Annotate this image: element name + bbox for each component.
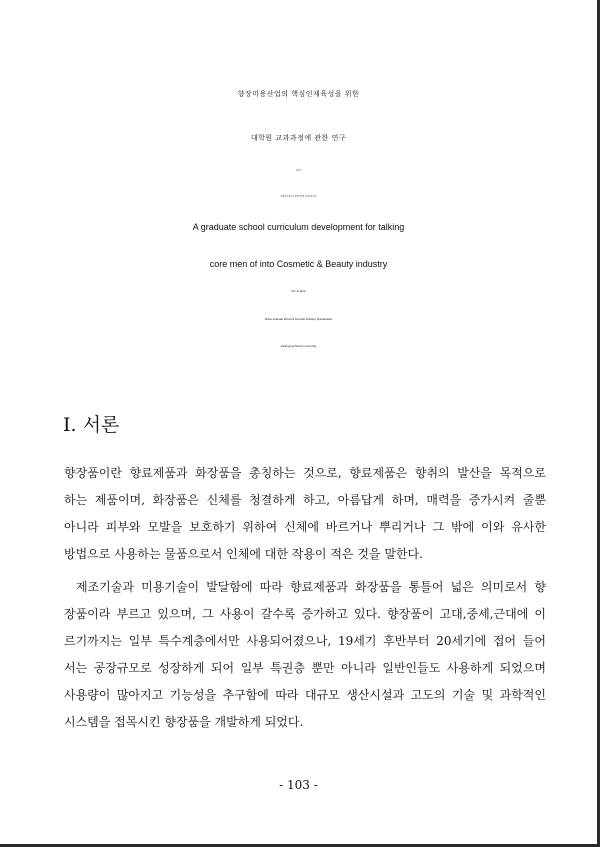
english-affiliation-line-2: Sookmyung Women's University — [280, 345, 317, 348]
paragraph-line: 향장품이란 향료제품과 화장품을 총칭하는 것으로, 향료제품은 향취의 발산을 목적으로 — [64, 466, 546, 480]
paragraph-line: 하는 제품이며, 화장품은 신체를 청결하게 하고, 아름답게 하며, 매력을 증가시켜 줄뿐 — [64, 493, 546, 507]
paragraph-line: 장품이라 부르고 있으며, 그 사용이 갈수록 증가하고 있다. 향장품이 고대,중세,근대에 이 — [64, 607, 546, 621]
section-heading: Ⅰ. 서론 — [63, 414, 120, 436]
paragraph-line: 제조기술과 미용기술이 발달함에 따라 향료제품과 화장품을 통틀어 넓은 의미로서 향 — [76, 580, 546, 594]
paragraph-line: 서는 공장규모로 성장하게 되어 일부 특권층 뿐만 아니라 일반인들도 사용하게 되었으며 — [64, 661, 546, 675]
korean-title-line-2: 대학원 교과과정에 관한 연구 — [250, 134, 347, 142]
paragraph-1 — [64, 460, 546, 568]
paragraph-line: 방법으로 사용하는 물품으로서 인체에 대한 작용이 적은 것을 말한다. — [64, 547, 423, 561]
english-affiliation-line-1: Online Graduate School of Cosmetic & Beauty Specialization — [264, 318, 333, 321]
page-number: - 103 - — [279, 778, 318, 792]
korean-affiliation: 숙명여자대학교 원격대학원 향장미용전공 — [280, 196, 317, 198]
korean-title-line-1: 향장미용산업의 핵심인재육성을 위한 — [237, 90, 360, 98]
english-author: Kim Ju-Duck — [291, 290, 306, 293]
paragraph-line: 르기까지는 일부 특수계층에서만 사용되어졌으나, 19세기 후반부터 20세기에 접어 들어 — [64, 634, 546, 648]
paragraph-line: 아니라 피부와 모발을 보호하기 위하여 신체에 바르거나 뿌리거나 그 밖에 이와 유사한 — [64, 520, 546, 534]
paragraph-line: 시스템을 접목시킨 향장품을 개발하게 되었다. — [64, 715, 304, 729]
korean-author: 김주덕 — [295, 170, 302, 172]
paragraph-2 — [64, 574, 546, 736]
paragraph-line: 사용량이 많아지고 기능성을 추구함에 따라 대규모 생산시설과 고도의 기술 및 과학적인 — [64, 688, 546, 702]
english-title-line-1: A graduate school curriculum development for talking — [192, 222, 405, 232]
english-title-line-2: core men of into Cosmetic & Beauty industry — [209, 259, 388, 269]
